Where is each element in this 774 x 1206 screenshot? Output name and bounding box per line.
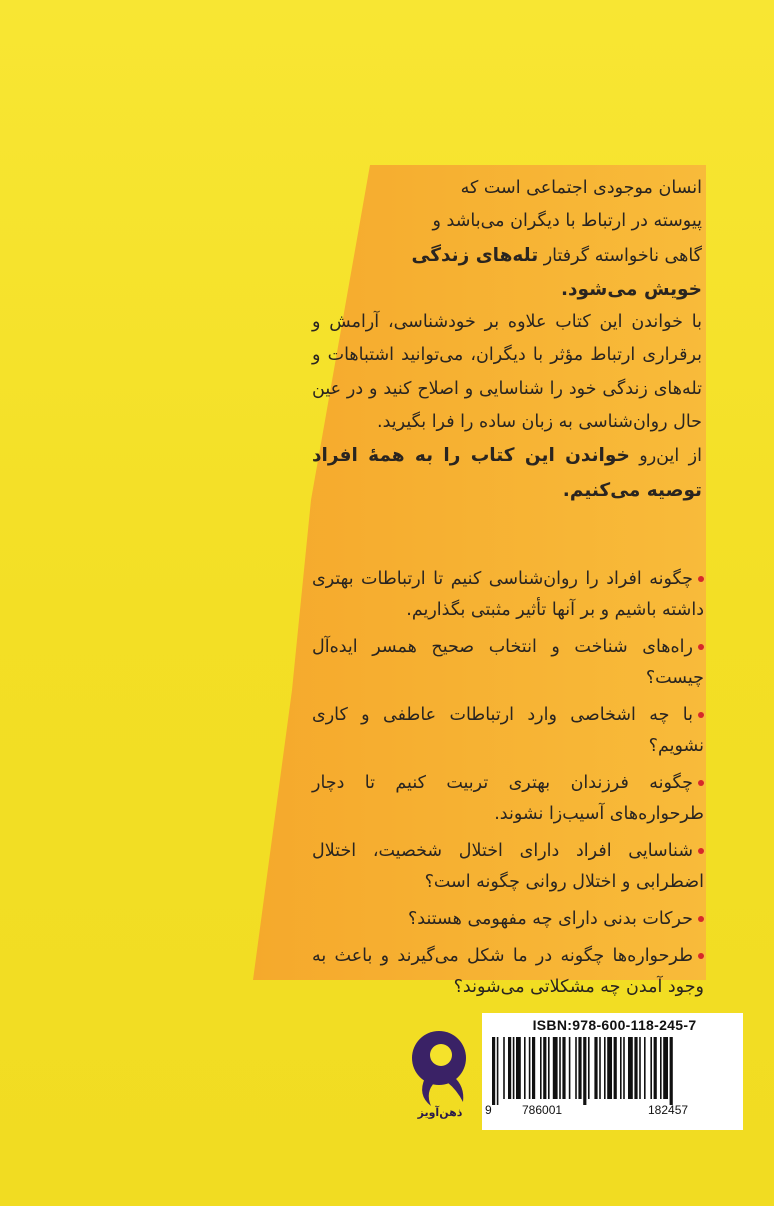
barcode-bar: [634, 1037, 637, 1099]
intro-line-3-normal: گاهی ناخواسته گرفتار: [538, 245, 702, 266]
barcode-bar: [628, 1037, 633, 1099]
barcode-bar: [492, 1037, 495, 1105]
barcode-bar: [524, 1037, 526, 1099]
barcode-bar: [578, 1037, 581, 1099]
barcode-bar: [559, 1037, 561, 1099]
barcode-bar: [594, 1037, 597, 1099]
barcode-bar: [604, 1037, 606, 1099]
barcode-bar: [543, 1037, 546, 1099]
barcode-bar: [670, 1037, 673, 1105]
publisher-logo-mark: [405, 1020, 473, 1110]
barcode-bar: [614, 1037, 617, 1099]
barcode-bar: [654, 1037, 657, 1099]
barcode-bar: [513, 1037, 515, 1099]
barcode-bar: [569, 1037, 571, 1099]
recommendation: [312, 439, 702, 508]
barcode-bar: [553, 1037, 558, 1099]
list-item: [312, 632, 704, 694]
barcode-bar: [562, 1037, 565, 1099]
barcode-bar: [532, 1037, 535, 1099]
barcode-left-group: 786001: [522, 1103, 563, 1117]
bullet-dot-icon: [698, 780, 704, 786]
barcode-bar: [497, 1037, 499, 1105]
barcode-right-group: 182457: [648, 1103, 689, 1117]
list-item: [312, 564, 704, 626]
intro-line-4: خویش می‌شود.: [561, 278, 702, 300]
list-item-text: با چه اشخاصی وارد ارتباطات عاطفی و کاری نشویم؟: [312, 705, 704, 756]
barcode-bar: [663, 1037, 668, 1099]
barcode-bar: [620, 1037, 622, 1099]
barcode-bar: [575, 1037, 577, 1099]
barcode-bar: [650, 1037, 652, 1099]
intro-line-3: [312, 239, 702, 273]
intro-line-3-bold: تله‌های زندگی: [411, 244, 539, 266]
barcode-bar: [548, 1037, 550, 1099]
barcode-bar: [599, 1037, 601, 1099]
barcode-bar: [644, 1037, 646, 1099]
barcode-bar: [508, 1037, 511, 1099]
barcode-bar: [660, 1037, 662, 1099]
question-list: [312, 564, 704, 1009]
barcode-numbers: [482, 1103, 743, 1123]
list-item-text: حرکات بدنی دارای چه مفهومی هستند؟: [408, 909, 693, 929]
barcode-bars: [488, 1037, 738, 1107]
barcode-bar: [503, 1037, 505, 1099]
barcode-bar: [588, 1037, 590, 1099]
barcode-bar: [540, 1037, 542, 1099]
description-text: [312, 172, 702, 508]
bullet-dot-icon: [698, 916, 704, 922]
barcode-bar: [607, 1037, 612, 1099]
barcode-bar: [516, 1037, 521, 1099]
bullet-dot-icon: [698, 576, 704, 582]
publisher-name: ذهن‌آویز: [417, 1106, 463, 1119]
barcode-bar: [639, 1037, 641, 1099]
isbn-barcode: [482, 1013, 743, 1130]
body-paragraph: با خواندن این کتاب علاوه بر خودشناسی، آرامش و برقراری ارتباط مؤثر با دیگران، می‌توانید اشتباهات و تله‌های زندگی خود را شناسایی و اصلاح کنید و در عین حال روان‌شناسی به زبان ساده را فرا بگیرید.: [312, 312, 702, 433]
recommendation-bold: خواندن این کتاب را به همهٔ افراد توصیه می‌کنیم.: [312, 445, 702, 501]
intro-line-2: پیوسته در ارتباط با دیگران می‌باشد و: [432, 211, 702, 232]
list-item-text: راه‌های شناخت و انتخاب صحیح همسر ایده‌آل چیست؟: [312, 637, 704, 688]
intro-line-1: انسان موجودی اجتماعی است که: [460, 178, 702, 198]
bullet-dot-icon: [698, 953, 704, 959]
list-item: [312, 904, 704, 935]
list-item-text: چگونه فرزندان بهتری تربیت کنیم تا دچار طرحواره‌های آسیب‌زا نشوند.: [312, 773, 704, 824]
list-item-text: شناسایی افراد دارای اختلال شخصیت، اختلال اضطرابی و اختلال روانی چگونه است؟: [312, 841, 704, 892]
list-item-text: طرحواره‌ها چگونه در ما شکل می‌گیرند و باعث به وجود آمدن چه مشکلاتی می‌شوند؟: [312, 946, 704, 997]
bullet-dot-icon: [698, 848, 704, 854]
barcode-first-digit: 9: [485, 1103, 492, 1117]
barcode-bar: [623, 1037, 625, 1099]
bullet-dot-icon: [698, 712, 704, 718]
list-item-text: چگونه افراد را روان‌شناسی کنیم تا ارتباطات بهتری داشته باشیم و بر آنها تأثیر مثبتی بگذاریم.: [312, 569, 704, 620]
list-item: [312, 941, 704, 1003]
barcode-bar: [529, 1037, 531, 1099]
isbn-label: ISBN:978-600-118-245-7: [532, 1017, 697, 1033]
list-item: [312, 768, 704, 830]
list-item: [312, 836, 704, 898]
list-item: [312, 700, 704, 762]
bullet-dot-icon: [698, 644, 704, 650]
barcode-bar: [583, 1037, 586, 1105]
recommendation-normal: از این‌رو: [629, 446, 702, 467]
